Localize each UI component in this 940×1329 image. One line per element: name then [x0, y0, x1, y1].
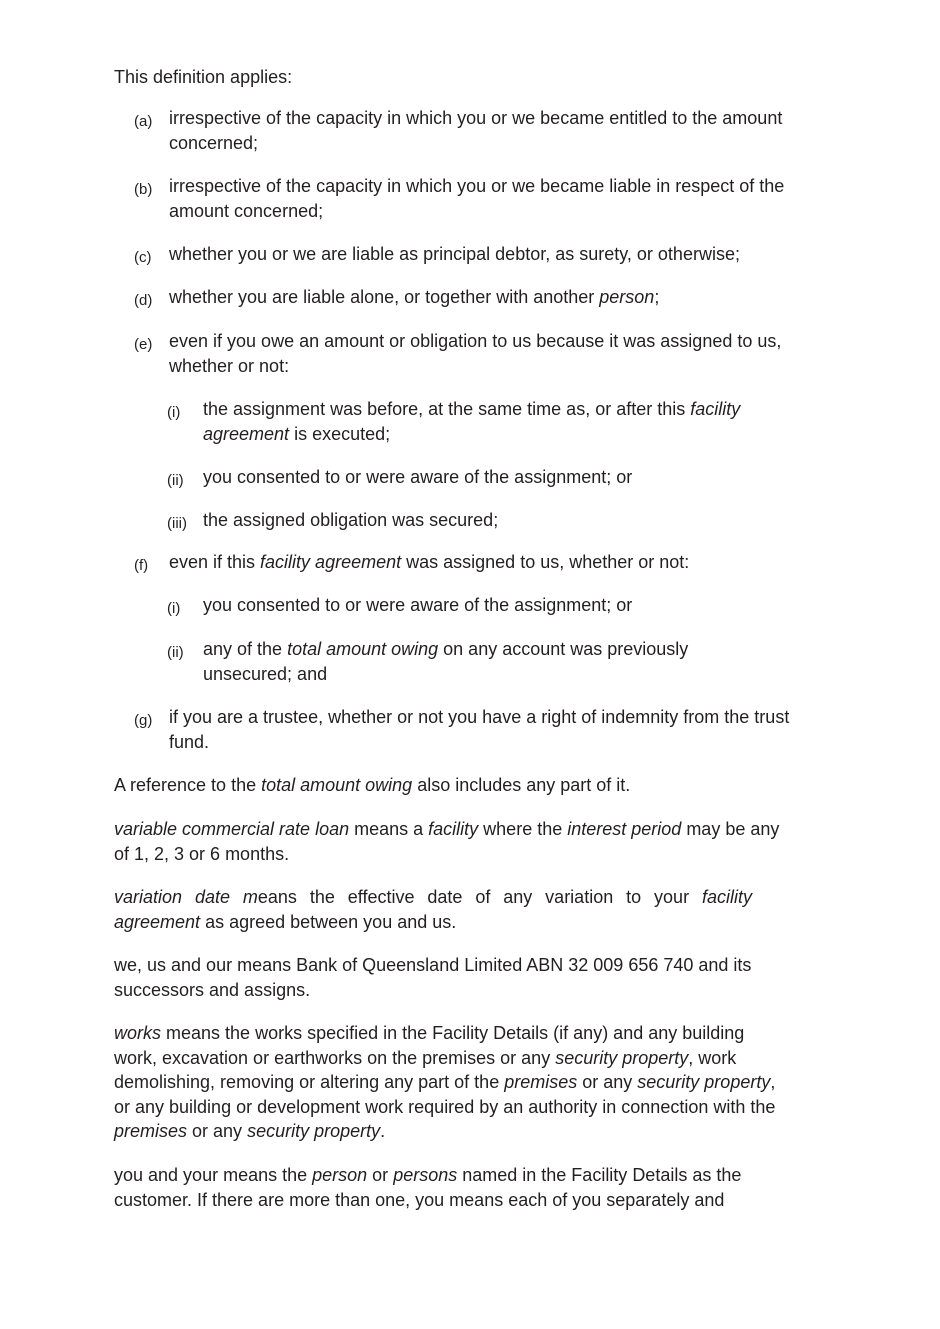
definition-variation-date [114, 885, 752, 934]
sub-label: (ii) [167, 472, 184, 489]
text-run: as agreed between you and us. [200, 911, 457, 932]
defined-term: security property [247, 1121, 381, 1141]
reference-paragraph [114, 773, 794, 798]
defined-term: security property [555, 1047, 689, 1068]
list-text: whether you or we are liable as principal debtor, as surety, or otherwise; [169, 244, 740, 264]
text-run: may be any of 1, 2, 3 or 6 months. [114, 819, 780, 864]
text-run: or [367, 1165, 394, 1185]
list-text: irrespective of the capacity in which you or we became liable in respect of the amount concerned; [169, 176, 785, 221]
list-text: irrespective of the capacity in which you or we became entitled to the amount concerned; [169, 108, 783, 153]
list-text [169, 285, 829, 310]
text-run: or any [187, 1121, 248, 1141]
text-run: means the works specified in the Facility Details (if any) and any building work, excavation or earthworks on the premises or any [114, 1023, 745, 1068]
defined-term: premises [504, 1072, 578, 1092]
defined-term: facility [428, 819, 479, 839]
text-run: on any account was previously unsecured; and [203, 639, 689, 684]
defined-term: variation date m [114, 887, 258, 907]
text-run: is executed; [289, 423, 391, 444]
text-run: any of the [203, 639, 288, 659]
sub-text [203, 637, 733, 686]
defined-term: facility [690, 399, 741, 419]
text-run: whether you are liable alone, or together with another [169, 287, 600, 307]
defined-term: agreement [114, 911, 201, 932]
text-run: or any [577, 1072, 638, 1092]
intro-paragraph: This definition applies: [114, 67, 293, 87]
sub-label: (i) [167, 404, 181, 421]
text-run: , work demolishing, removing or altering any part of the [114, 1047, 737, 1092]
sub-text: you consented to or were aware of the assignment; or [203, 467, 633, 487]
text-run: , or any building or development work required by an authority in connection with the [114, 1072, 776, 1117]
text-run: where the [478, 819, 568, 839]
text-run: . [380, 1121, 386, 1141]
defined-term: variable commercial rate loan [114, 819, 350, 839]
sub-label: (ii) [167, 644, 184, 661]
text-run: the assignment was before, at the same time as, or after this [203, 399, 691, 419]
definition-you-your [114, 1163, 784, 1212]
sub-text: you consented to or were aware of the assignment; or [203, 595, 633, 615]
sub-text: the assigned obligation was secured; [203, 510, 499, 530]
defined-term: works [114, 1023, 162, 1043]
list-label: (f) [134, 557, 149, 574]
defined-term: total amount owing [261, 775, 413, 795]
list-label: (c) [134, 249, 152, 266]
text-run: named in the Facility Details as the customer. If there are more than one, you means each of you separately and [114, 1165, 742, 1210]
list-label: (e) [134, 336, 153, 353]
text-run: you and your means the [114, 1165, 313, 1185]
list-text [169, 550, 829, 575]
list-label: (a) [134, 113, 153, 130]
list-text: even if you owe an amount or obligation to us because it was assigned to us, whether or not: [169, 331, 782, 376]
list-text: if you are a trustee, whether or not you have a right of indemnity from the trust fund. [169, 707, 790, 752]
defined-term: person [599, 287, 655, 307]
list-label: (d) [134, 292, 153, 309]
text-run: was assigned to us, whether or not: [401, 552, 690, 572]
text-run: A reference to the [114, 775, 262, 795]
text-run: eans the effective date of any variation to your [257, 887, 702, 907]
defined-term: persons [393, 1165, 458, 1185]
text-run: also includes any part of it. [412, 775, 631, 795]
defined-term: agreement [203, 423, 290, 444]
list-label: (g) [134, 712, 153, 729]
defined-term: facility [701, 887, 752, 907]
defined-term: premises [114, 1121, 188, 1141]
definition-variable-commercial-rate-loan [114, 817, 794, 866]
text-run: means a [349, 819, 429, 839]
defined-term: interest period [567, 819, 682, 839]
defined-term: security property [637, 1072, 771, 1092]
list-label: (b) [134, 181, 153, 198]
sub-label: (iii) [167, 515, 187, 532]
sub-text [203, 397, 803, 446]
defined-term: facility agreement [260, 552, 402, 572]
text-run: ; [654, 287, 660, 307]
defined-term: total amount owing [287, 639, 439, 659]
defined-term: person [312, 1165, 368, 1185]
definition-works [114, 1021, 784, 1144]
text-run: even if this [169, 552, 261, 572]
definition-we-us-our: we, us and our means Bank of Queensland Limited ABN 32 009 656 740 and its successors and assigns. [114, 955, 752, 1000]
sub-label: (i) [167, 600, 181, 617]
